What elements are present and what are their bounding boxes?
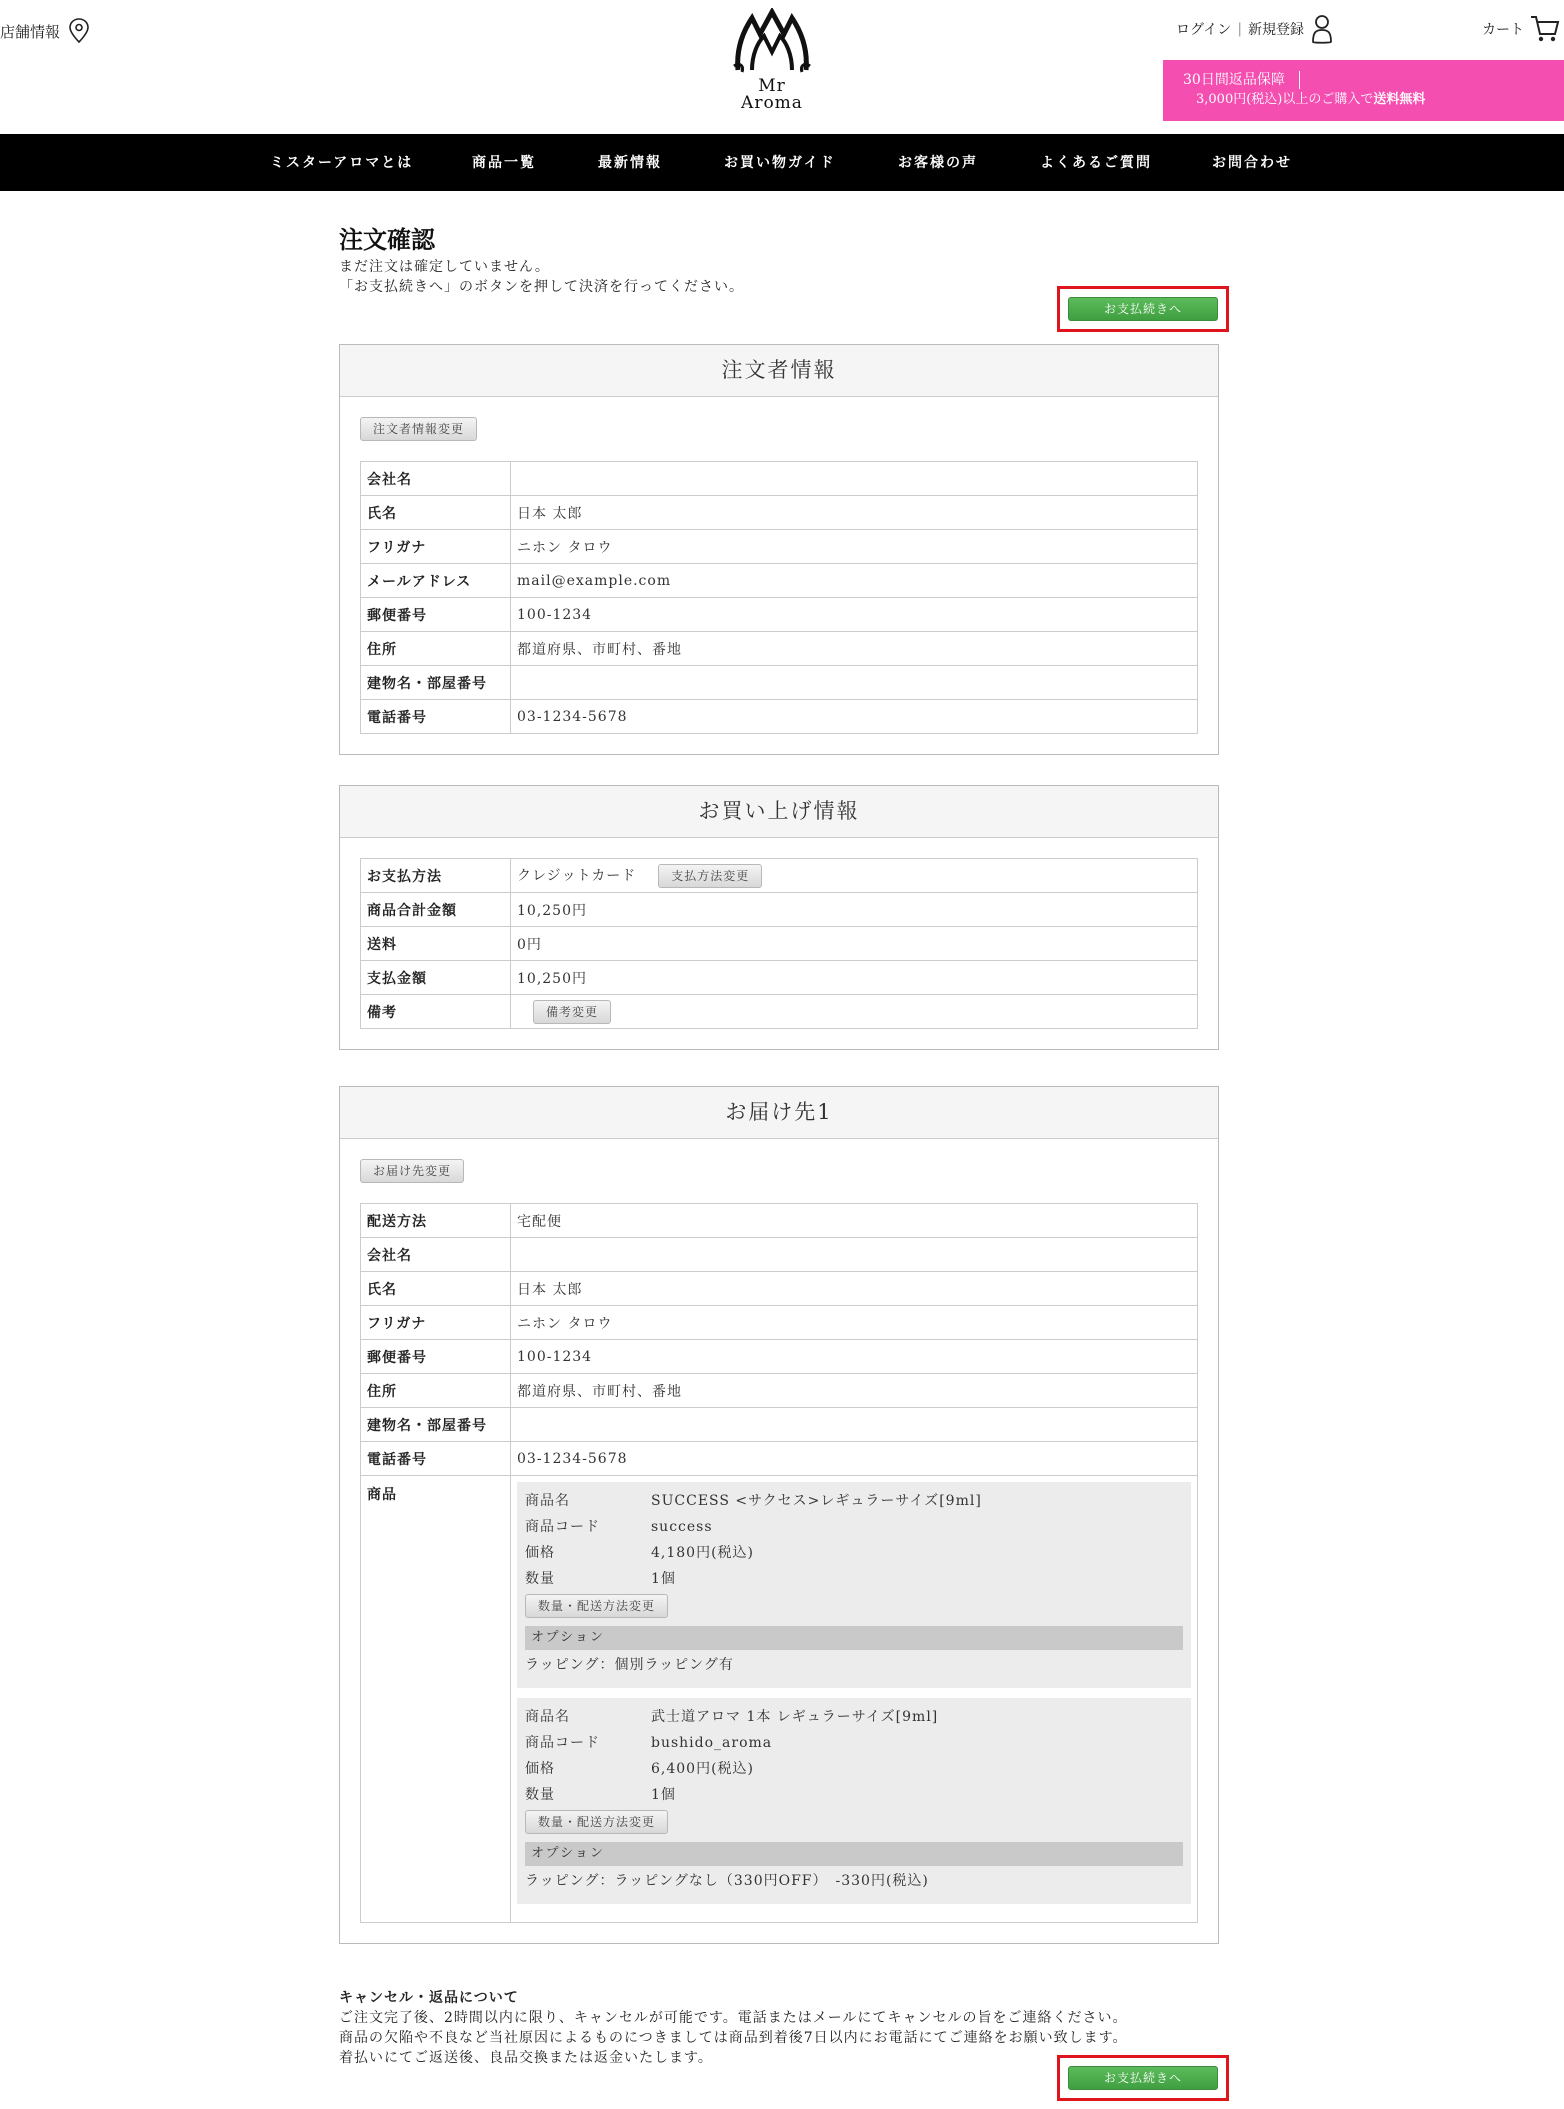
- subtotal-value: 10,250円: [511, 893, 1198, 927]
- product-price: 4,180円(税込): [651, 1545, 755, 1561]
- delivery-section: [339, 1086, 1219, 1944]
- table-row: 会社名: [361, 462, 1198, 496]
- shipping-value: 0円: [511, 927, 1198, 961]
- nav-item-news[interactable]: 最新情報: [598, 155, 662, 171]
- store-info-label: 店舗情報: [0, 22, 61, 41]
- nav-item-contact[interactable]: お問合わせ: [1212, 155, 1292, 171]
- purchase-table: [360, 858, 1198, 1029]
- table-row: フリガナ ニホン タロウ: [361, 1306, 1198, 1340]
- promo-guarantee: 30日間返品保障: [1183, 72, 1285, 88]
- table-row: 住所 都道府県、市町村、番地: [361, 1374, 1198, 1408]
- table-row: 氏名 日本 太郎: [361, 496, 1198, 530]
- map-pin-icon: [68, 18, 90, 44]
- logo-text-aroma: Aroma: [741, 93, 803, 113]
- separator: |: [1237, 21, 1243, 37]
- main-nav: [0, 134, 1564, 191]
- user-icon[interactable]: [1310, 14, 1334, 44]
- logo-emblem-icon: [730, 8, 814, 74]
- product-code: bushido_aroma: [651, 1735, 773, 1751]
- total-value: 10,250円: [511, 961, 1198, 995]
- nav-item-about[interactable]: ミスターアロマとは: [270, 155, 414, 171]
- product-qty: 1個: [651, 1787, 676, 1803]
- proceed-button-highlight: [1057, 286, 1229, 332]
- store-info-link[interactable]: [0, 18, 90, 44]
- table-row: 氏名 日本 太郎: [361, 1272, 1198, 1306]
- table-row: フリガナ ニホン タロウ: [361, 530, 1198, 564]
- table-row: 商品 商品名 SUCCESS <サクセス>レギュラーサイズ[9ml] 商品コード success 価格 4,180円(税込) 数量 1個 数量・配送方法変更 オプション ラッピング：個別ラッピング有 商品名 武士道アロマ 1本 レギュラーサイズ[9ml] 商品コード bushido_aroma 価格 6,400円(税込) 数量 1個 数量・配送方法変更 オプション ラッピング：ラッピングなし（330円OFF） -330円(税込): [361, 1476, 1198, 1923]
- promo-free-shipping: 送料無料: [1373, 92, 1426, 107]
- cart-label: カート: [1482, 22, 1524, 38]
- purchase-info-heading: お買い上げ情報: [340, 786, 1218, 838]
- table-row: 備考 備考変更: [361, 995, 1198, 1029]
- product-name: SUCCESS <サクセス>レギュラーサイズ[9ml]: [651, 1493, 982, 1509]
- login-link[interactable]: ログイン: [1176, 22, 1232, 38]
- table-row: 郵便番号 100-1234: [361, 1340, 1198, 1374]
- product-price: 6,400円(税込): [651, 1761, 755, 1777]
- delivery-table: [360, 1203, 1198, 1923]
- edit-orderer-button[interactable]: 注文者情報変更: [360, 417, 477, 441]
- table-row: 住所 都道府県、市町村、番地: [361, 632, 1198, 666]
- proceed-payment-button-bottom[interactable]: お支払続きへ: [1068, 2066, 1218, 2090]
- proceed-payment-button-top[interactable]: お支払続きへ: [1068, 297, 1218, 321]
- table-row: 郵便番号 100-1234: [361, 598, 1198, 632]
- promo-banner[interactable]: [1163, 60, 1564, 121]
- change-remarks-button[interactable]: 備考変更: [533, 1000, 611, 1024]
- change-qty-button[interactable]: 数量・配送方法変更: [525, 1594, 668, 1618]
- orderer-info-heading: 注文者情報: [340, 345, 1218, 397]
- proceed-button-highlight: [1057, 2055, 1229, 2101]
- orderer-table: [360, 461, 1198, 734]
- page-title: 注文確認: [339, 225, 435, 254]
- cancel-policy: キャンセル・返品について ご注文完了後、2時間以内に限り、キャンセルが可能です。電話またはメールにてキャンセルの旨をご連絡ください。 商品の欠陥や不良など当社原因によるものにつきましては商品到着後7日以内にお電話にてご連絡をお願い致します。 着払いにてご返送後、良品交換または返金いたします。: [339, 1988, 1219, 2068]
- nav-item-guide[interactable]: お買い物ガイド: [724, 155, 836, 171]
- site-header: [0, 0, 1564, 134]
- table-row: 支払金額 10,250円: [361, 961, 1198, 995]
- promo-condition: 3,000円(税込)以上のご購入で: [1196, 92, 1374, 107]
- register-link[interactable]: 新規登録: [1248, 22, 1305, 38]
- change-qty-button[interactable]: 数量・配送方法変更: [525, 1810, 668, 1834]
- table-row: お支払方法 クレジットカード 支払方法変更: [361, 859, 1198, 893]
- product-item: 商品名 武士道アロマ 1本 レギュラーサイズ[9ml] 商品コード bushido_aroma 価格 6,400円(税込) 数量 1個 数量・配送方法変更 オプション ラッピング：ラッピングなし（330円OFF） -330円(税込): [517, 1698, 1191, 1904]
- option-heading: オプション: [525, 1842, 1183, 1866]
- purchase-info-section: [339, 785, 1219, 1050]
- option-value: ラッピング：ラッピングなし（330円OFF） -330円(税込): [525, 1873, 929, 1889]
- logo-text-mr: Mr: [758, 76, 786, 96]
- product-code: success: [651, 1519, 713, 1535]
- option-heading: オプション: [525, 1626, 1183, 1650]
- change-payment-button[interactable]: 支払方法変更: [658, 864, 762, 888]
- cart-link[interactable]: [1482, 14, 1560, 44]
- nav-item-products[interactable]: 商品一覧: [472, 155, 536, 171]
- table-row: 建物名・部屋番号: [361, 1408, 1198, 1442]
- confirm-note: まだ注文は確定していません。 「お支払続きへ」のボタンを押して決済を行ってください。: [339, 259, 744, 295]
- nav-item-reviews[interactable]: お客様の声: [898, 155, 978, 171]
- payment-method-value: クレジットカード: [517, 867, 637, 884]
- table-row: 電話番号 03-1234-5678: [361, 700, 1198, 734]
- account-links: [1176, 14, 1334, 44]
- orderer-info-section: [339, 344, 1219, 755]
- delivery-heading: お届け先1: [340, 1087, 1218, 1139]
- product-name: 武士道アロマ 1本 レギュラーサイズ[9ml]: [651, 1709, 939, 1725]
- cart-icon: [1530, 14, 1560, 44]
- product-item: 商品名 SUCCESS <サクセス>レギュラーサイズ[9ml] 商品コード success 価格 4,180円(税込) 数量 1個 数量・配送方法変更 オプション ラッピング：個別ラッピング有: [517, 1482, 1191, 1688]
- option-value: ラッピング：個別ラッピング有: [525, 1657, 734, 1673]
- table-row: 商品合計金額 10,250円: [361, 893, 1198, 927]
- brand-logo[interactable]: [724, 8, 820, 112]
- cancel-policy-title: キャンセル・返品について: [339, 1990, 519, 2006]
- table-row: 会社名: [361, 1238, 1198, 1272]
- table-row: 配送方法 宅配便: [361, 1204, 1198, 1238]
- table-row: 建物名・部屋番号: [361, 666, 1198, 700]
- order-confirm-main: [339, 220, 1219, 2085]
- table-row: 送料 0円: [361, 927, 1198, 961]
- table-row: メールアドレス mail@example.com: [361, 564, 1198, 598]
- product-qty: 1個: [651, 1571, 676, 1587]
- table-row: 電話番号 03-1234-5678: [361, 1442, 1198, 1476]
- edit-delivery-button[interactable]: お届け先変更: [360, 1159, 464, 1183]
- nav-item-faq[interactable]: よくあるご質問: [1040, 155, 1152, 171]
